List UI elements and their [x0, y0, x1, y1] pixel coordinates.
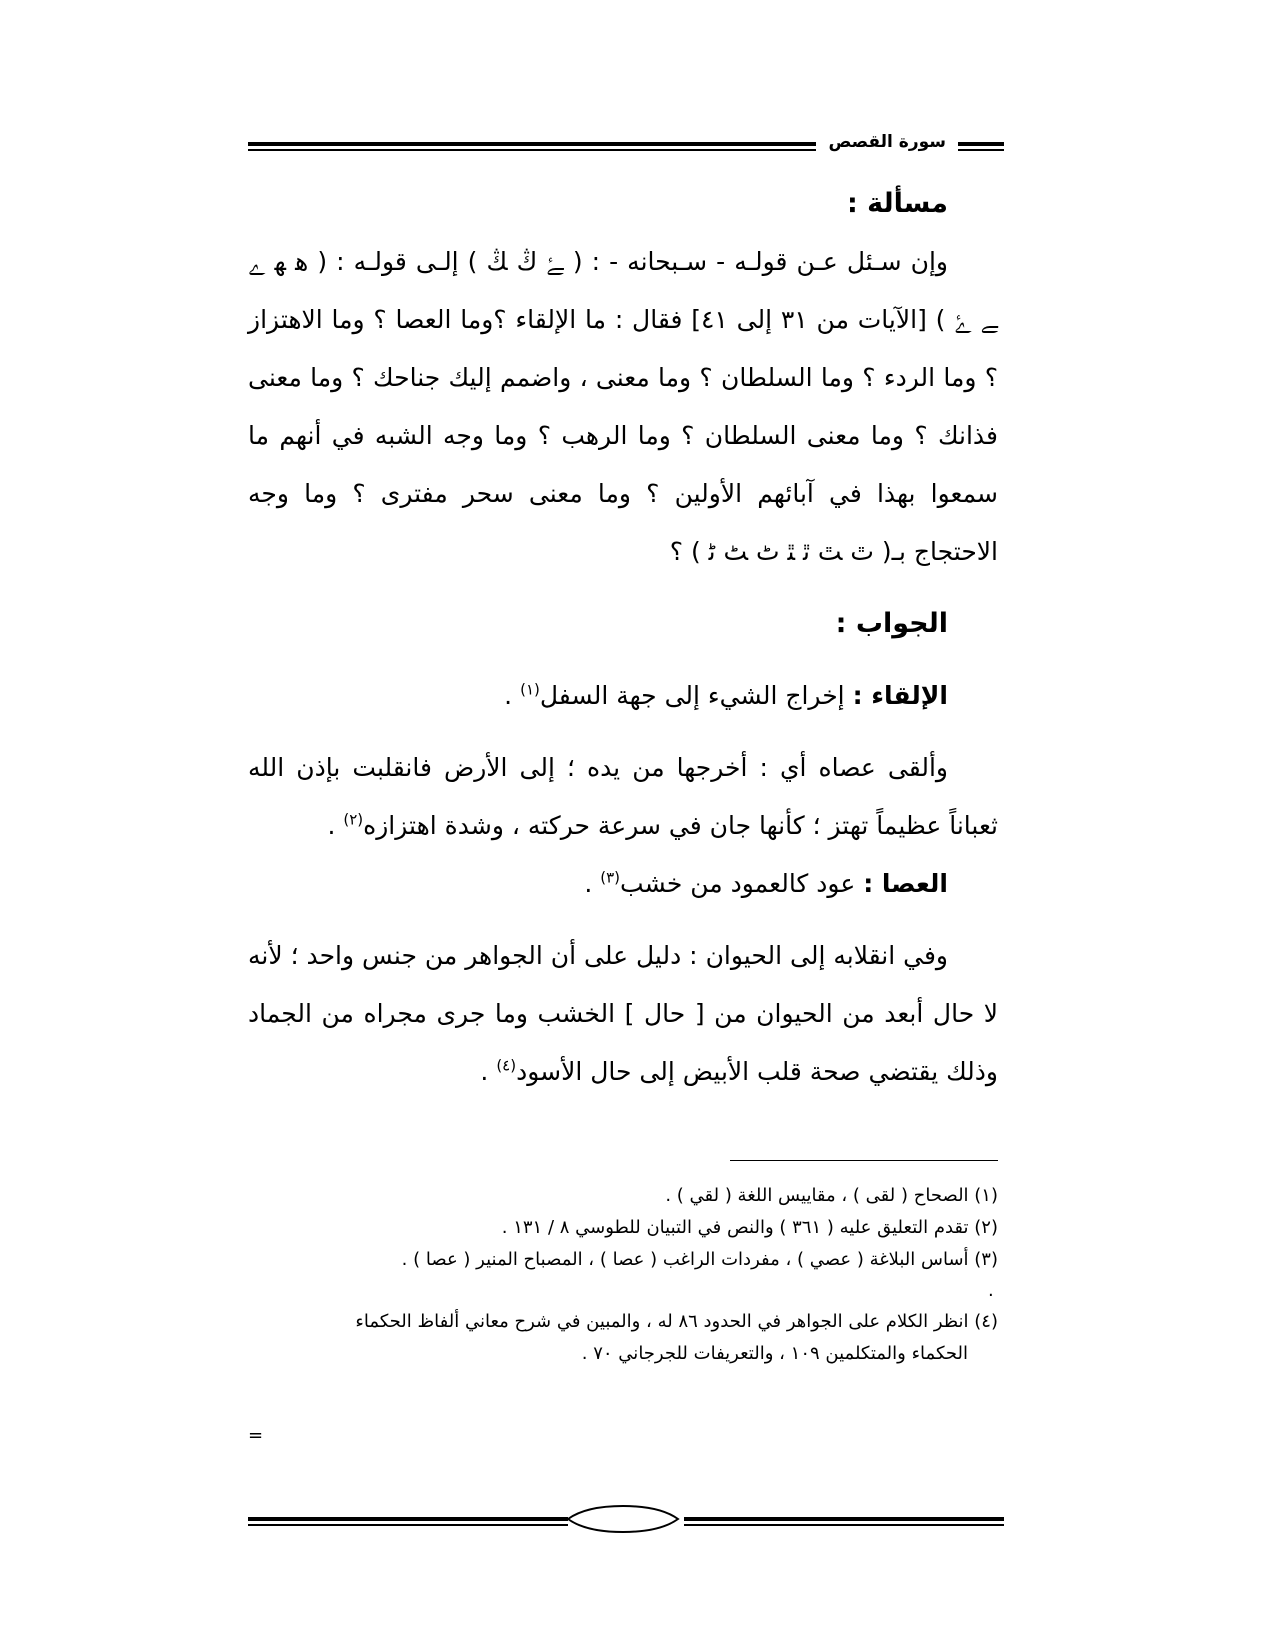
answer-heading: الجواب : [835, 608, 948, 639]
staff-end: . [327, 811, 344, 840]
asa-text: عود كالعمود من خشب [620, 869, 864, 898]
footnote-ref-4: (٤) [496, 1056, 517, 1075]
footer-rule-right [684, 1517, 1004, 1526]
footnote-4-continued: الحكماء والمتكلمين ١٠٩ ، والتعريفات للجرجاني ٧٠ . [581, 1343, 968, 1364]
ilqa-definition [248, 667, 998, 725]
asa-label: العصا : [863, 869, 948, 898]
animal-end: . [480, 1057, 497, 1086]
animal-text: وفي انقلابه إلى الحيوان : دليل على أن الجواهر من جنس واحد ؛ لأنه لا حال أبعد من الحيوان من [ حال ] الخشب وما جرى مجراه من الجماد وذلك يقتضي صحة قلب الأبيض إلى حال الأسود [248, 941, 998, 1086]
footnote-separator [730, 1160, 998, 1161]
main-text [248, 175, 998, 1101]
ilqa-text: إخراج الشيء إلى جهة السفل [539, 681, 853, 710]
asa-definition [248, 855, 998, 913]
header-rule-short [958, 142, 1004, 151]
question-paragraph [248, 233, 998, 581]
footnote-1: (١) الصحاح ( لقى ) ، مقاييس اللغة ( لقي ) . [665, 1185, 998, 1206]
question-end: ؟ [669, 537, 691, 566]
footnote-ref-1: (١) [520, 680, 540, 699]
footnote-ref-3: (٣) [600, 868, 621, 887]
footnote-3: (٣) أساس البلاغة ( عصي ) ، مفردات الراغب ( عصا ) ، المصباح المنير ( عصا ) . [401, 1249, 998, 1270]
question-text: وإن سـئل عـن قولـه - سـبحانه - : ( ﮱ ﯓ ﯔ ) إلـى قولـه : ( ﮬ ﮭ ﮮ ﮯ ﮰ ) [الآيات من ٣١ إلى ٤١] فقال : ما الإلقاء ؟وما العصا ؟ وما الاهتزاز ؟ وما الردء ؟ وما السلطان ؟ وما معنى ، واضمم إليك جناحك ؟ وما معنى فذانك ؟ وما معنى السلطان ؟ وما الرهب ؟ وما وجه الشبه في أنهم ما سمعوا بهذا في آبائهم الأولين ؟ وما معنى سحر مفترى ؟ وما وجه الاحتجاج بـ [248, 247, 998, 566]
footnote-3-dot: . [988, 1280, 994, 1301]
staff-paragraph [248, 739, 998, 855]
animal-paragraph [248, 927, 998, 1101]
quranic-quote: ( ﭢ ﭣ ﭤ ﭥ ﭦ ﭧ ﭨ ) [690, 537, 892, 566]
ilqa-end: . [504, 681, 521, 710]
staff-text: وألقى عصاه أي : أخرجها من يده ؛ إلى الأرض فانقلبت بإذن الله ثعباناً عظيماً تهتز ؛ كأنها جان في سرعة حركته ، وشدة اهتزازه [248, 753, 998, 840]
page-footer-ornament [248, 1500, 1004, 1540]
header-title: سورة القصص [828, 132, 946, 152]
footnote-4: (٤) انظر الكلام على الجواهر في الحدود ٨٦ له ، والمبين في شرح معاني ألفاظ الحكماء [355, 1311, 998, 1332]
footer-rule-left [248, 1517, 568, 1526]
header-rule-long [248, 142, 816, 151]
footnote-marker: = [248, 1425, 264, 1446]
page-header [248, 132, 1004, 162]
footer-oval-ornament [566, 1504, 680, 1534]
footnote-2: (٢) تقدم التعليق عليه ( ٣٦١ ) والنص في التبيان للطوسي ٨ / ١٣١ . [501, 1217, 998, 1238]
question-heading: مسألة : [846, 188, 948, 219]
footnotes [248, 1180, 998, 1370]
footnote-ref-2: (٢) [343, 810, 364, 829]
asa-end: . [584, 869, 601, 898]
ilqa-label: الإلقاء : [852, 681, 948, 710]
